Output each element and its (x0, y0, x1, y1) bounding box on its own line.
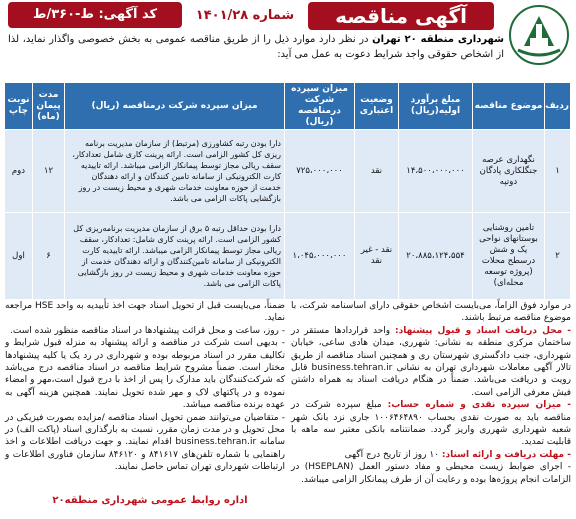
deposit-text: مبلغ سپرده شرکت در مناقصه باید به صورت نقدی بحساب ۱۰۰۶۴۶۴۸۹۰ جاری نزد بانک شهر شعبه شهرداری شهرری واریز گردد. ضمانتنامه بانکی معتبر سه ماهه با قابلیت تمدید. (291, 400, 571, 448)
requirement-paragraph: در موارد فوق الزاماً، می‌بایست اشخاص حقوقی دارای اساسنامه شرکت، با موضوع مناقصه مرتبط باشند. (291, 301, 571, 324)
deposit-paragraph (291, 399, 571, 449)
col-header-print: نوبت چاپ (5, 83, 33, 130)
deadline-text: ۱۰ روز از تاریخ درج آگهی (344, 449, 442, 460)
tender-table (4, 82, 571, 300)
cell-estimate: ۱۴،۵۰۰،۰۰۰،۰۰۰ (399, 130, 473, 213)
col-header-conditions: میزان سپرده شرکت درمناقصه (ریال) (65, 83, 285, 130)
cell-print: اول (5, 213, 33, 300)
notice-body (5, 300, 571, 512)
tehran-municipality-logo-icon (508, 4, 570, 66)
col-header-row: ردیف (545, 83, 571, 130)
intro-text: در نظر دارد موارد ذیل را از طریق مناقصه عمومی به بخش خصوصی واگذار نماید، لذا از اشخاص حقوقی واجد شرایط دعوت به عمل می آید: (8, 34, 504, 60)
table-row (5, 213, 571, 300)
intro-paragraph (8, 32, 504, 62)
notice-number: شماره ۱۴۰۱/۲۸ (195, 8, 295, 23)
col-header-estimate: مبلغ برآورد اولیه(ریال) (399, 83, 473, 130)
table-header-row (5, 83, 571, 130)
col-header-credit: وضعیت اعتباری (355, 83, 399, 130)
online-upload-paragraph: - متقاضیان می‌توانند ضمن تحویل اسناد مناقصه /مزایده بصورت فیزیکی در محل تحویل و در مدت زمان مقرر، نسبت به بارگذاری اسناد (پاکت الف) در سامانه business.tehran.ir اقدام نمایند. و جهت دریافت اطلاعات و اخذ راهنمایی با شماره تلفن‌های ۸۴۱۶۱۷ و ۸۴۶۱۲۰ سازمان فناوری اطلاعات و ارتباطات شهرداری تهران تماس حاصل نمایند. (5, 412, 285, 473)
cell-estimate: ۲۰،۸۸۵،۱۲۴،۵۵۴ (399, 213, 473, 300)
intro-org: شهرداری منطقه ۲۰ تهران (372, 34, 504, 45)
table-row (5, 130, 571, 213)
col-header-deposit: میزان سپرده شرکت درمناقصه (ریال) (285, 83, 355, 130)
cell-subject: تامین روشنایی بوستانهای نواحی یک و شش درسطح محلات (پروژه توسعه محله‌ای) (473, 213, 545, 300)
cell-duration: ۱۲ (33, 130, 65, 213)
cell-subject: نگهداری عرصه جنگلکاری پادگان دوتپه (473, 130, 545, 213)
cell-duration: ۶ (33, 213, 65, 300)
body-right-column (291, 300, 571, 486)
cell-credit: نقد (355, 130, 399, 213)
deposit-heading: - میزان سپرده نقدی و شماره حساب: (387, 400, 571, 411)
col-header-subject: موضوع مناقصه (473, 83, 545, 130)
document-location-text: واحد قراردادها مستقر در ساختمان مرکزی منطقه به نشانی: شهرری، میدان هادی ساعی، خیابان شهرداری، جنب دادگستری شهرستان ری و همچنین اسناد مناقصه از طریق تالار آگهی معاملات شهرداری تهران به نشانی business.tehran.ir قابل رویت و دریافت می‌باشد. ضمناً در هنگام دریافت اسناد به همراه داشتن فیش معرفی الزامی است. (291, 325, 571, 398)
document-location-heading: - محل دریافت اسناد و قبول پیشنهاد: (394, 325, 571, 336)
notice-title: آگهی مناقصه (308, 2, 494, 30)
document-location-paragraph (291, 325, 571, 399)
cell-print: دوم (5, 130, 33, 213)
cell-conditions: دارا بودن رتبه کشاورزی (مرتبط) از سازمان مدیریت برنامه ریزی کل کشور الزامی است. ارائه پرینت کاری شامل تعدادکار، سقف ریالی مجاز توسط پیمانکار الزامی میباشد. ارائه تاییدیه کارت الکترونیکی از سامانه تامین کنندگان و ارائه دهندگان خدمت از حوزه معاونت خدمات شهری و محیط زیست در روز بازگشایی پاکات الزامی می باشد. (65, 130, 285, 213)
signature: اداره روابط عمومی شهرداری منطقه۲۰ (52, 495, 248, 506)
hse-paragraph: - اجرای ضوابط زیست محیطی و مفاد دستور العمل (HSEPLAN) در الزامات انجام پروژه‌ها بوده و رعایت آن از طرف پیمانکار الزامی میباشد. (291, 462, 571, 485)
cell-row: ۱ (545, 130, 571, 213)
cell-row: ۲ (545, 213, 571, 300)
deadline-heading: - مهلت دریافت و ارائه اسناد: (441, 449, 571, 460)
terms-paragraph: - بدیهی است شرکت در مناقصه و ارائه پیشنهاد به منزله قبول شرایط و تکالیف مقرر در اسناد مربوطه بوده و شهرداری در رد یک یا کلیه پیشنهادها مختار است. ضمناً مشروح شرایط مناقصه در اسناد مناقصه درج می‌باشد که شرکت‌کنندگان باید مدارک را پس از اخذ با درج قبول است،مهر و امضاء نموده و در پاکتهای لاک و مهر شده تحویل نمایند. همچنین هزینه آگهی به عهده برنده مناقصه میباشد. (5, 338, 285, 411)
cell-deposit: ۷۲۵،۰۰۰،۰۰۰ (285, 130, 355, 213)
col-header-duration: مدت پیمان (ماه) (33, 83, 65, 130)
hse-approval-paragraph: ضمناً، می‌بایست قبل از تحویل اسناد جهت اخذ تأییدیه به واحد HSE مراجعه نماید. (5, 301, 285, 324)
notice-code: کد آگهی: ط-۳۶۰/ط (8, 2, 182, 28)
cell-conditions: دارا بودن حداقل رتبه ۵ برق از سازمان مدیریت برنامه‌ریزی کل کشور الزامی است. ارائه پرینت کاری شامل: تعدادکار، سقف ریالی مجاز توسط پیمانکار الزامی میباشد. ارائه تاییدیه کارت الکترونیکی از سامانه تامین‌کنندگان و ارائه دهندگان خدمت از حوزه معاونت خدمات شهری و محیط زیست در روز بازگشایی پاکات الزامی می باشد. (65, 213, 285, 300)
cell-deposit: ۱،۰۴۵،۰۰۰،۰۰۰ (285, 213, 355, 300)
notice-header (0, 0, 576, 76)
cell-credit: نقد - غیر نقد (355, 213, 399, 300)
opening-paragraph: - روز، ساعت و محل قرائت پیشنهادها در اسناد مناقصه منظور شده است. (10, 325, 285, 336)
deadline-paragraph (291, 449, 571, 461)
body-left-column (5, 300, 285, 474)
